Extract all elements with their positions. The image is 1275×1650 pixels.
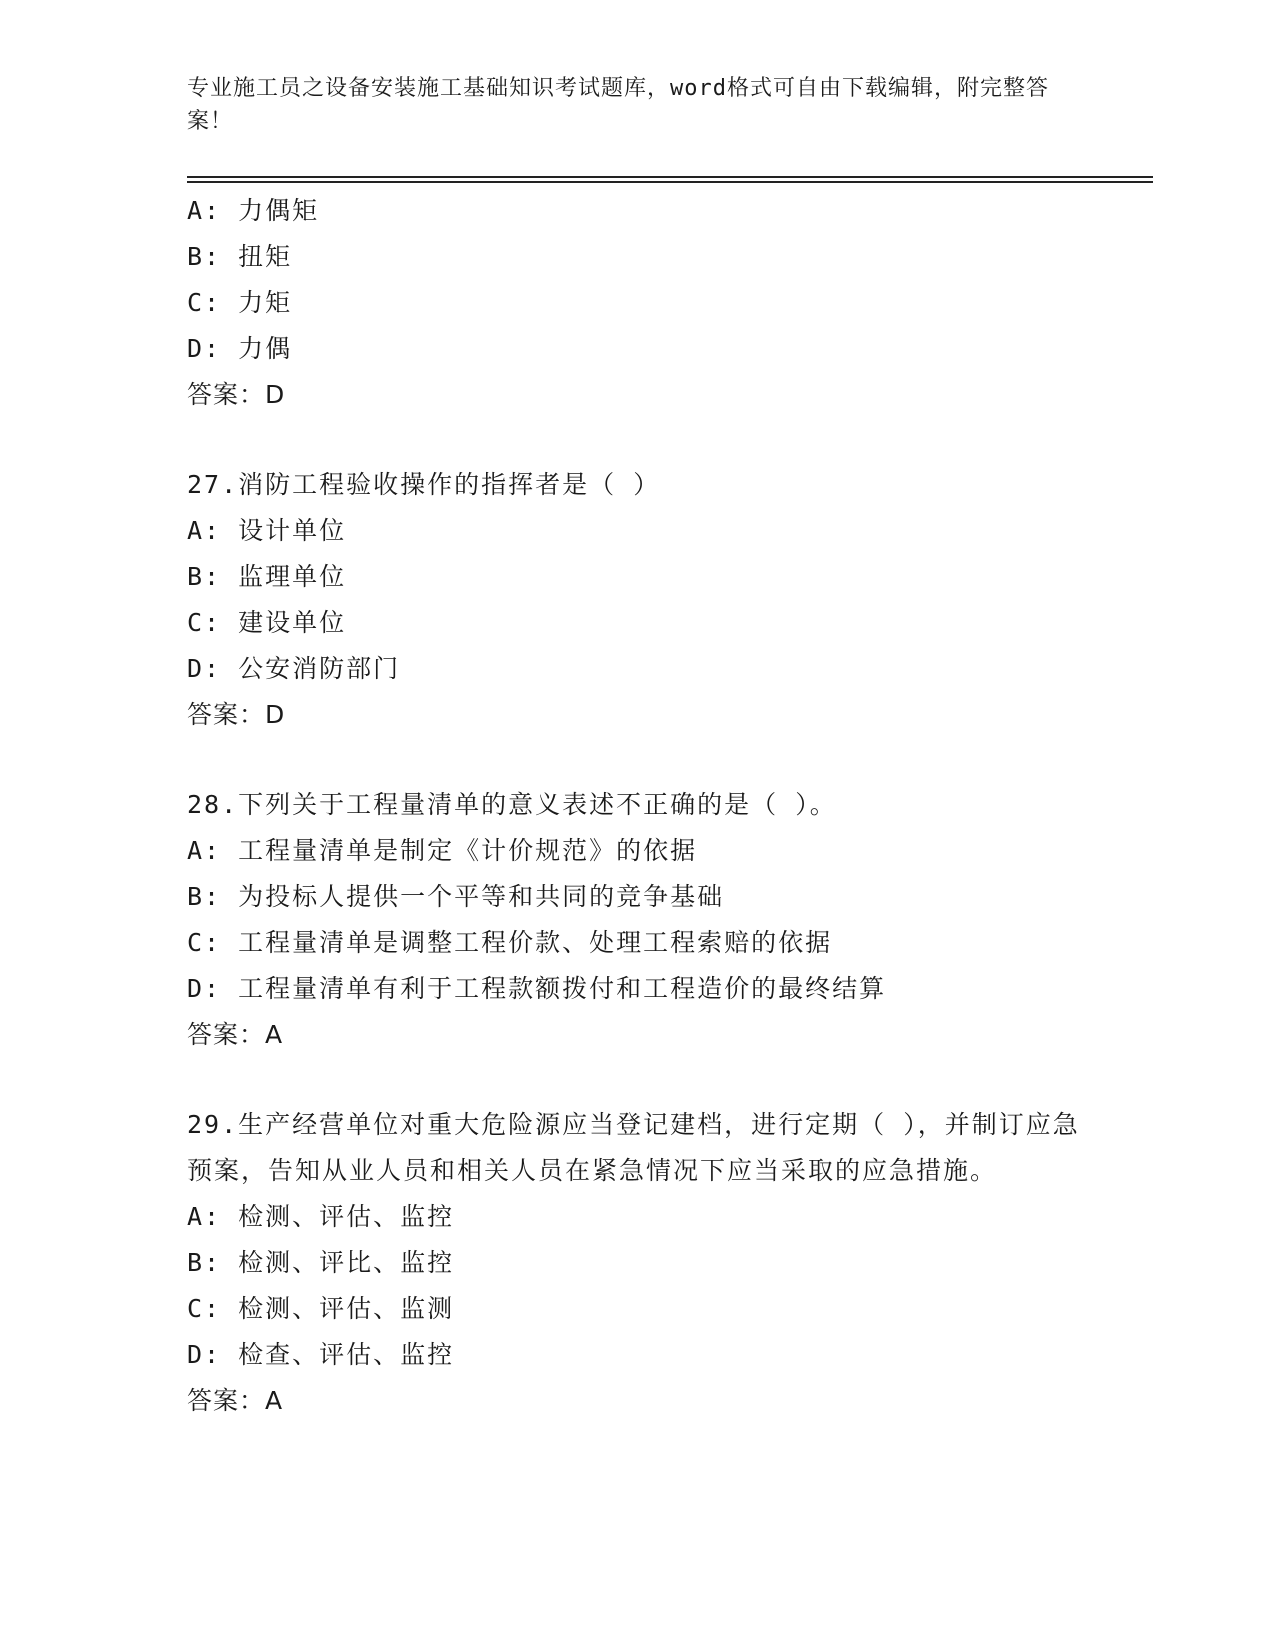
option-c: C: 检测、评估、监测 — [187, 1294, 455, 1323]
answer: 答案：D — [187, 380, 286, 409]
option-c: C: 建设单位 — [187, 608, 347, 637]
option-d: D: 工程量清单有利于工程款额拨付和工程造价的最终结算 — [187, 974, 887, 1003]
option-a: A: 工程量清单是制定《计价规范》的依据 — [187, 836, 698, 865]
answer: 答案：D — [187, 700, 286, 729]
spacer — [187, 1058, 1087, 1102]
question-stem: 28.下列关于工程量清单的意义表述不正确的是（ ）。 — [187, 790, 837, 819]
document-header: 专业施工员之设备安装施工基础知识考试题库，word格式可自由下载编辑，附完整答案！ — [187, 76, 1049, 134]
option-d: D: 检查、评估、监控 — [187, 1340, 455, 1369]
option-c: C: 工程量清单是调整工程价款、处理工程索赔的依据 — [187, 928, 833, 957]
option-b: B: 为投标人提供一个平等和共同的竞争基础 — [187, 882, 725, 911]
spacer — [187, 418, 1087, 462]
answer: 答案：A — [187, 1020, 284, 1049]
option-d: D: 公安消防部门 — [187, 654, 401, 683]
header-rule-bottom — [187, 181, 1153, 183]
question-list — [187, 188, 1087, 1424]
option-c: C: 力矩 — [187, 288, 293, 317]
question-27 — [187, 462, 1087, 738]
option-a: A: 力偶矩 — [187, 196, 320, 225]
option-a: A: 检测、评估、监控 — [187, 1202, 455, 1231]
question-26 — [187, 188, 1087, 418]
option-b: B: 检测、评比、监控 — [187, 1248, 455, 1277]
option-b: B: 扭矩 — [187, 242, 293, 271]
option-a: A: 设计单位 — [187, 516, 347, 545]
option-b: B: 监理单位 — [187, 562, 347, 591]
question-28 — [187, 782, 1087, 1058]
question-stem: 29.生产经营单位对重大危险源应当登记建档，进行定期（ ），并制订应急预案，告知从业人员和相关人员在紧急情况下应当采取的应急措施。 — [187, 1110, 1080, 1185]
question-stem: 27.消防工程验收操作的指挥者是（ ） — [187, 470, 661, 499]
option-d: D: 力偶 — [187, 334, 293, 363]
spacer — [187, 738, 1087, 782]
question-29 — [187, 1102, 1087, 1424]
answer: 答案：A — [187, 1386, 284, 1415]
header-rule-top — [187, 176, 1153, 178]
